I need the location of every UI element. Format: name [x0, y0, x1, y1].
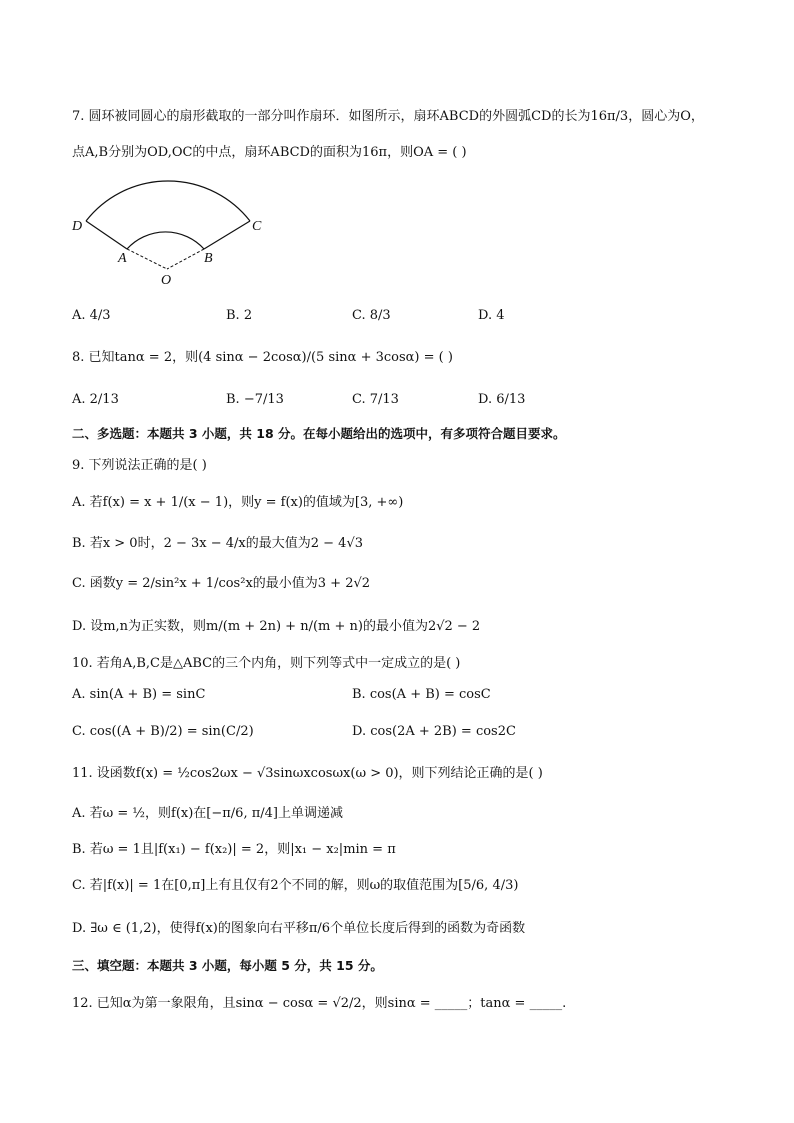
q8-option-a: A. 2/13: [72, 392, 119, 407]
q11-option-d: D. ∃ω ∈ (1,2)，使得f(x)的图象向右平移π/6个单位长度后得到的函数为奇函数: [72, 921, 526, 936]
q10-option-c: C. cos((A + B)/2) = sin(C/2): [72, 724, 254, 739]
q12-stem: 12. 已知α为第一象限角，且sinα − cosα = √2/2，则sinα = _____；tanα = _____.: [72, 996, 567, 1011]
segment-da: [86, 221, 127, 249]
q7-option-c: C. 8/3: [352, 308, 391, 323]
q9-option-b: B. 若x > 0时，2 − 3x − 4/x的最大值为2 − 4√3: [72, 536, 364, 551]
inner-arc-ab: [127, 232, 204, 249]
q8-option-c: C. 7/13: [352, 392, 399, 407]
label-d: D: [72, 219, 83, 234]
annulus-sector-diagram: [64, 176, 274, 288]
q11-stem: 11. 设函数f(x) = ½cos2ωx − √3sinωxcosωx(ω > 0)，则下列结论正确的是( ): [72, 766, 543, 781]
q10-option-b: B. cos(A + B) = cosC: [352, 687, 491, 702]
q11-option-a: A. 若ω = ½，则f(x)在[−π/6, π/4]上单调递减: [72, 806, 343, 821]
section-2-heading: 二、多选题：本题共 3 小题，共 18 分。在每小题给出的选项中，有多项符合题目要求。: [72, 426, 566, 441]
q8-stem: 8. 已知tanα = 2，则(4 sinα − 2cosα)/(5 sinα + 3cosα) = ( ): [72, 350, 453, 365]
segment-cb: [204, 221, 250, 249]
q10-option-a: A. sin(A + B) = sinC: [72, 687, 206, 702]
section-3-heading: 三、填空题：本题共 3 小题，每小题 5 分，共 15 分。: [72, 958, 383, 973]
q8-option-b: B. −7/13: [226, 392, 284, 407]
label-c: C: [252, 219, 262, 234]
q7-line2: 点A,B分别为OD,OC的中点，扇环ABCD的面积为16π，则OA = ( ): [72, 145, 467, 160]
q9-option-c: C. 函数y = 2/sin²x + 1/cos²x的最小值为3 + 2√2: [72, 576, 371, 591]
q10-stem: 10. 若角A,B,C是△ABC的三个内角，则下列等式中一定成立的是( ): [72, 656, 461, 671]
q9-option-a: A. 若f(x) = x + 1/(x − 1)，则y = f(x)的值域为[3, +∞): [72, 495, 404, 510]
q10-option-d: D. cos(2A + 2B) = cos2C: [352, 724, 516, 739]
q11-option-b: B. 若ω = 1且|f(x₁) − f(x₂)| = 2，则|x₁ − x₂|min = π: [72, 842, 396, 857]
q9-option-d: D. 设m,n为正实数，则m/(m + 2n) + n/(m + n)的最小值为2√2 − 2: [72, 619, 481, 634]
q7-option-b: B. 2: [226, 308, 253, 323]
dashed-ao: [127, 249, 167, 269]
q8-option-d: D. 6/13: [478, 392, 526, 407]
q9-stem: 9. 下列说法正确的是( ): [72, 458, 207, 473]
dashed-bo: [167, 249, 204, 269]
q7-line1: 7. 圆环被同圆心的扇形截取的一部分叫作扇环．如图所示，扇环ABCD的外圆弧CD的长为16π/3，圆心为O，: [72, 109, 704, 124]
label-a: A: [118, 251, 127, 266]
q7-option-a: A. 4/3: [72, 308, 111, 323]
label-b: B: [204, 251, 213, 266]
q11-option-c: C. 若|f(x)| = 1在[0,π]上有且仅有2个不同的解，则ω的取值范围为[5/6, 4/3): [72, 878, 519, 893]
q7-option-d: D. 4: [478, 308, 505, 323]
outer-arc-cd: [86, 181, 250, 221]
label-o: O: [161, 273, 172, 288]
